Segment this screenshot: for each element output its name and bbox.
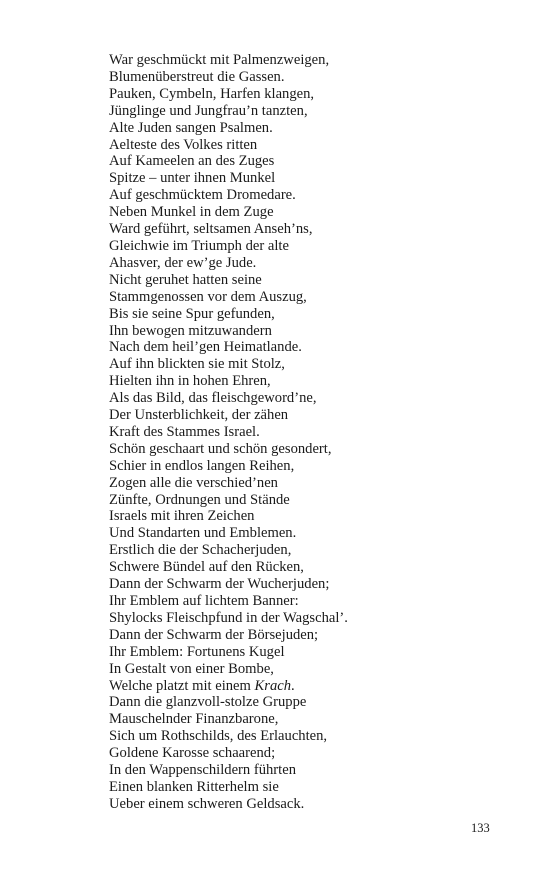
poem-line bbox=[109, 593, 509, 610]
poem-line-text: Auf Kameelen an des Zuges bbox=[109, 153, 275, 170]
poem-line-text: Einen blanken Ritterhelm sie bbox=[109, 778, 279, 795]
poem-line-text: Gleichwie im Triumph der alte bbox=[109, 237, 289, 254]
poem-line-text: Als das Bild, das fleischgeword’ne, bbox=[109, 390, 317, 407]
poem-line-text: Der Unsterblichkeit, der zähen bbox=[109, 407, 289, 424]
poem-line bbox=[109, 559, 509, 576]
poem-line-text: Spitze – unter ihnen Munkel bbox=[109, 170, 276, 187]
poem-line-text: Ihn bewogen mitzuwandern bbox=[109, 322, 272, 339]
poem-line bbox=[109, 711, 509, 728]
poem-line bbox=[109, 339, 509, 356]
poem-line-text: Blumenüberstreut die Gassen. bbox=[109, 68, 285, 85]
poem-line bbox=[109, 796, 509, 813]
page-number: 133 bbox=[471, 821, 490, 835]
poem-line bbox=[109, 255, 509, 272]
poem-line-text: Zünfte, Ordnungen und Stände bbox=[109, 491, 290, 508]
poem-line bbox=[109, 542, 509, 559]
poem-line-text: Kraft des Stammes Israel. bbox=[109, 423, 260, 440]
poem-line-text: Neben Munkel in dem Zuge bbox=[109, 204, 274, 221]
poem-line-text: Nach dem heil’gen Heimatlande. bbox=[109, 339, 302, 356]
poem-line bbox=[109, 728, 509, 745]
poem-line-text: Alte Juden sangen Psalmen. bbox=[109, 119, 273, 136]
poem-line bbox=[109, 762, 509, 779]
poem-line bbox=[109, 610, 509, 627]
poem-line bbox=[109, 86, 509, 103]
poem-line bbox=[109, 170, 509, 187]
poem-line-text: Schier in endlos langen Reihen, bbox=[109, 457, 295, 474]
poem-line bbox=[109, 627, 509, 644]
poem-line-text: In Gestalt von einer Bombe, bbox=[109, 660, 274, 677]
poem-line bbox=[109, 323, 509, 340]
poem-line-text: Nicht geruhet hatten seine bbox=[109, 271, 262, 288]
poem-line bbox=[109, 153, 509, 170]
poem-line-text: . bbox=[291, 677, 295, 694]
poem-line bbox=[109, 187, 509, 204]
poem-line bbox=[109, 424, 509, 441]
poem-line-text: Welche platzt mit einem bbox=[109, 677, 255, 694]
poem-line bbox=[109, 661, 509, 678]
poem-line-text: Und Standarten und Emblemen. bbox=[109, 525, 297, 542]
poem-line-text: Auf ihn blickten sie mit Stolz, bbox=[109, 356, 285, 373]
poem-line-text: Ihr Emblem: Fortunens Kugel bbox=[109, 643, 285, 660]
poem-line bbox=[109, 525, 509, 542]
poem-line-text: Dann der Schwarm der Wucherjuden; bbox=[109, 576, 330, 593]
poem-line-text: Jünglinge und Jungfrau’n tanzten, bbox=[109, 102, 308, 119]
poem-line bbox=[109, 407, 509, 424]
poem-line-text: Zogen alle die verschied’nen bbox=[109, 474, 278, 491]
poem-line bbox=[109, 373, 509, 390]
poem-line-text: Ihr Emblem auf lichtem Banner: bbox=[109, 593, 299, 609]
poem-line bbox=[109, 576, 509, 593]
poem-line bbox=[109, 745, 509, 762]
poem-line-italic-text: Krach bbox=[254, 677, 292, 694]
poem-line-text: Dann die glanzvoll-stolze Gruppe bbox=[109, 694, 307, 711]
poem-line bbox=[109, 103, 509, 120]
poem-line bbox=[109, 204, 509, 221]
poem-text-block bbox=[109, 52, 509, 813]
poem-line bbox=[109, 221, 509, 238]
poem-line-text: War geschmückt mit Palmenzweigen, bbox=[109, 52, 330, 68]
poem-line-text: Pauken, Cymbeln, Harfen klangen, bbox=[109, 85, 315, 102]
poem-line bbox=[109, 69, 509, 86]
poem-line-text: Sich um Rothschilds, des Erlauchten, bbox=[109, 728, 328, 745]
poem-line-text: Stammgenossen vor dem Auszug, bbox=[109, 288, 307, 305]
poem-line bbox=[109, 508, 509, 525]
poem-line-text: Mauschelnder Finanzbarone, bbox=[109, 711, 279, 728]
poem-line-text: Goldene Karosse schaarend; bbox=[109, 745, 276, 762]
poem-line bbox=[109, 137, 509, 154]
poem-line-text: Shylocks Fleischpfund in der Wagschal’. bbox=[109, 609, 348, 626]
poem-line-text: Ahasver, der ew’ge Jude. bbox=[109, 254, 257, 271]
poem-line bbox=[109, 458, 509, 475]
poem-line bbox=[109, 644, 509, 661]
poem-line-text: Aelteste des Volkes ritten bbox=[109, 136, 258, 153]
poem-line bbox=[109, 238, 509, 255]
poem-line bbox=[109, 779, 509, 796]
poem-line-text: Erstlich die der Schacherjuden, bbox=[109, 542, 292, 559]
poem-line-text: Ward geführt, seltsamen Anseh’ns, bbox=[109, 221, 313, 238]
poem-line bbox=[109, 306, 509, 323]
poem-line-text: Schwere Bündel auf den Rücken, bbox=[109, 559, 304, 576]
poem-line-text: Schön geschaart und schön gesondert, bbox=[109, 440, 332, 457]
poem-line-text: Dann der Schwarm der Börsejuden; bbox=[109, 626, 319, 643]
poem-line bbox=[109, 289, 509, 306]
poem-line bbox=[109, 120, 509, 137]
poem-line bbox=[109, 475, 509, 492]
poem-line bbox=[109, 390, 509, 407]
poem-line-text: Israels mit ihren Zeichen bbox=[109, 508, 255, 525]
poem-line bbox=[109, 272, 509, 289]
poem-line-text: Ueber einem schweren Geldsack. bbox=[109, 795, 305, 812]
poem-line-text: Auf geschmücktem Dromedare. bbox=[109, 187, 296, 204]
poem-line-text: In den Wappenschildern führten bbox=[109, 762, 296, 779]
poem-line bbox=[109, 441, 509, 458]
poem-line-text: Hielten ihn in hohen Ehren, bbox=[109, 373, 271, 390]
poem-line bbox=[109, 492, 509, 509]
poem-line bbox=[109, 356, 509, 373]
poem-line bbox=[109, 694, 509, 711]
poem-line bbox=[109, 678, 509, 695]
poem-line-text: Bis sie seine Spur gefunden, bbox=[109, 305, 275, 322]
poem-line bbox=[109, 52, 509, 69]
